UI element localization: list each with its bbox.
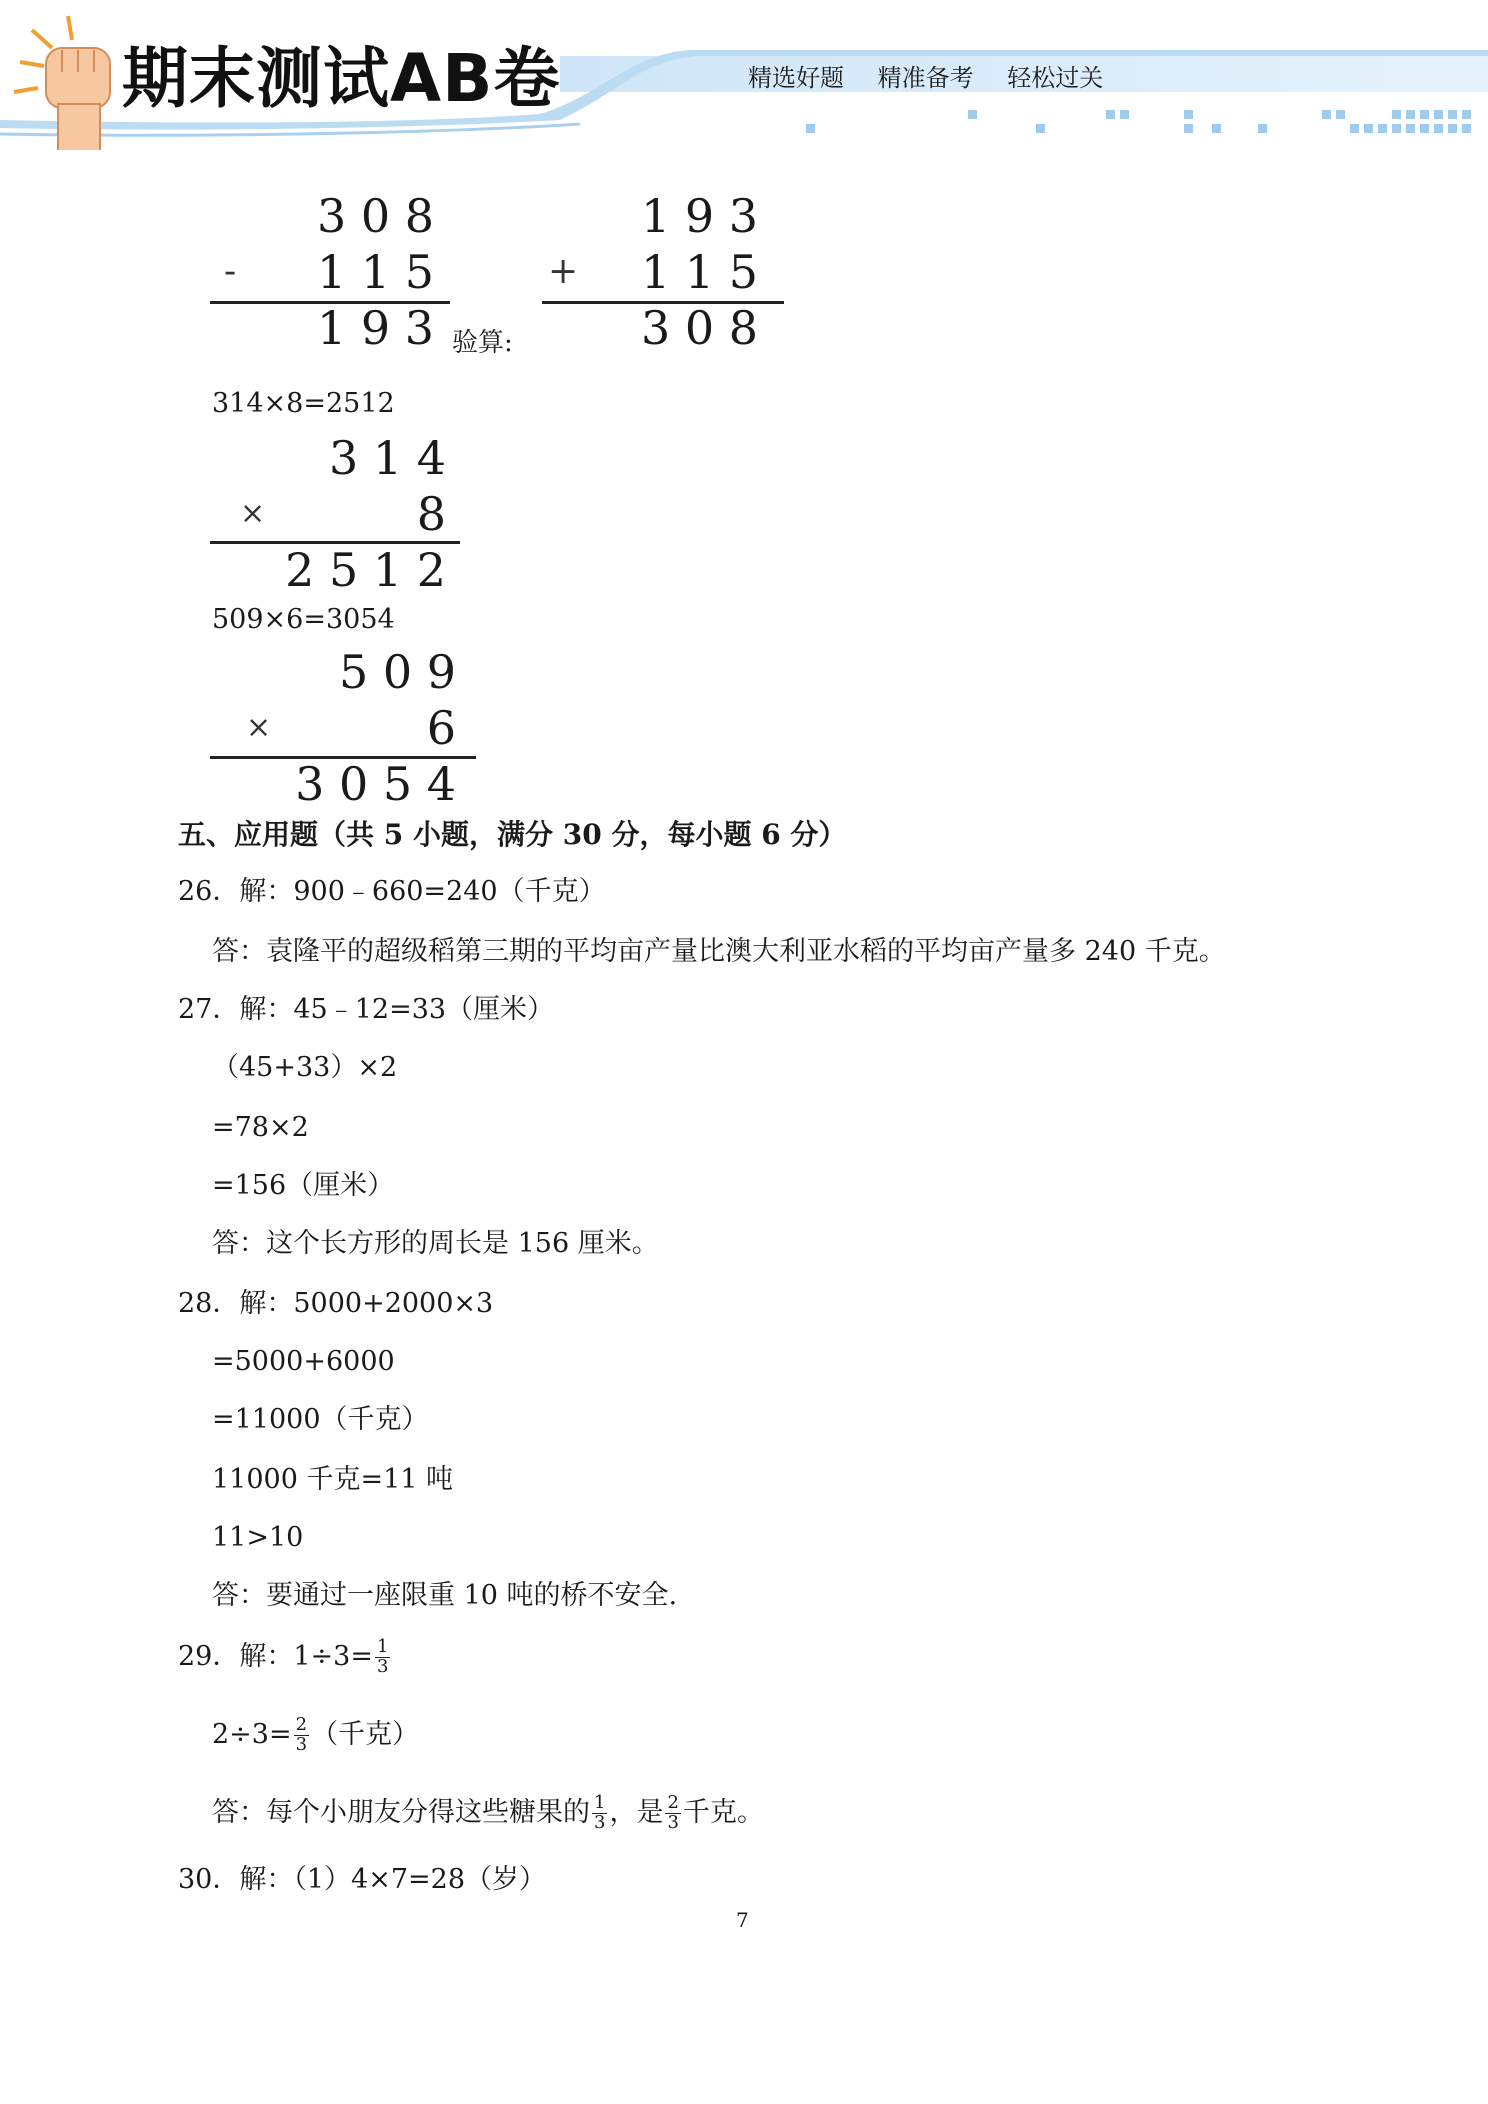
page-number: 7 — [736, 1908, 749, 1932]
fraction-one-third-answer: $\frac{1}{3}$ — [594, 1792, 606, 1833]
q30-line1: 30．解：（1）4×7=28（岁） — [178, 1864, 546, 1895]
fraction-two-thirds-answer: $\frac{2}{3}$ — [667, 1792, 679, 1833]
vertical-multiplication-2 — [210, 646, 476, 816]
header-title: 期末测试AB卷 — [122, 40, 561, 117]
section-title: 五、应用题（共 5 小题，满分 30 分，每小题 6 分） — [178, 818, 847, 851]
q29-answer-suffix: 千克。 — [682, 1796, 764, 1828]
slogan-3: 轻松过关 — [1007, 64, 1104, 92]
q29-answer-mid: ，是 — [609, 1796, 664, 1828]
q29-answer — [212, 1794, 764, 1833]
slogan-1: 精选好题 — [748, 64, 844, 92]
vertical-multiplication-1 — [210, 432, 460, 602]
q28-line3: =11000（千克） — [212, 1404, 429, 1435]
equation-314x8: 314×8=2512 — [212, 388, 395, 419]
minuend: 3 0 8 — [316, 189, 434, 243]
header-slogans — [748, 58, 1129, 93]
q29-line1-text: 29．解：1÷3= — [178, 1640, 373, 1672]
addend-1: 1 9 3 — [640, 189, 758, 243]
vertical-subtraction — [210, 190, 450, 360]
multiplier: 6 — [426, 701, 456, 755]
addend-2: 1 1 5 — [640, 245, 758, 299]
product: 2 5 1 2 — [285, 543, 446, 597]
multiplier: 8 — [416, 487, 446, 541]
q27-line1: 27．解：45﹣12=33（厘米） — [178, 994, 555, 1025]
difference: 1 9 3 — [316, 301, 434, 355]
q29-line2 — [212, 1716, 419, 1755]
q29-line2-unit: （千克） — [311, 1718, 420, 1750]
subtrahend: 1 1 5 — [316, 245, 434, 299]
fraction-two-thirds: $\frac{2}{3}$ — [295, 1714, 308, 1755]
plus-sign: + — [548, 251, 579, 292]
equation-509x6: 509×6=3054 — [212, 604, 395, 635]
vertical-addition — [542, 190, 784, 360]
q29-line1 — [178, 1638, 392, 1677]
product: 3 0 5 4 — [295, 757, 456, 811]
q27-line4: =156（厘米） — [212, 1170, 395, 1201]
fist-icon — [14, 16, 110, 150]
q28-line2: =5000+6000 — [212, 1346, 395, 1377]
sum: 3 0 8 — [640, 301, 758, 355]
q26-line1: 26．解：900﹣660=240（千克） — [178, 876, 606, 907]
q28-line4: 11000 千克=11 吨 — [212, 1464, 454, 1495]
page-header — [0, 0, 1488, 150]
q26-answer: 答：袁隆平的超级稻第三期的平均亩产量比澳大利亚水稻的平均亩产量多 240 千克。 — [212, 936, 1226, 967]
multiplicand: 3 1 4 — [328, 431, 446, 485]
fraction-one-third: $\frac{1}{3}$ — [376, 1636, 389, 1677]
q27-answer: 答：这个长方形的周长是 156 厘米。 — [212, 1228, 659, 1259]
slogan-2: 精准备考 — [877, 64, 974, 92]
minus-sign: - — [224, 251, 237, 292]
times-sign: × — [246, 710, 272, 745]
times-sign: × — [240, 496, 266, 531]
q28-answer: 答：要通过一座限重 10 吨的桥不安全. — [212, 1580, 678, 1611]
q28-line5: 11>10 — [212, 1522, 304, 1553]
q27-line2: （45+33）×2 — [212, 1052, 398, 1083]
q29-answer-prefix: 答：每个小朋友分得这些糖果的 — [212, 1796, 590, 1828]
q28-line1: 28．解：5000+2000×3 — [178, 1288, 494, 1319]
check-label: 验算: — [452, 328, 513, 358]
q29-line2-text: 2÷3= — [212, 1718, 292, 1750]
q27-line3: =78×2 — [212, 1112, 309, 1143]
multiplicand: 5 0 9 — [338, 645, 456, 699]
